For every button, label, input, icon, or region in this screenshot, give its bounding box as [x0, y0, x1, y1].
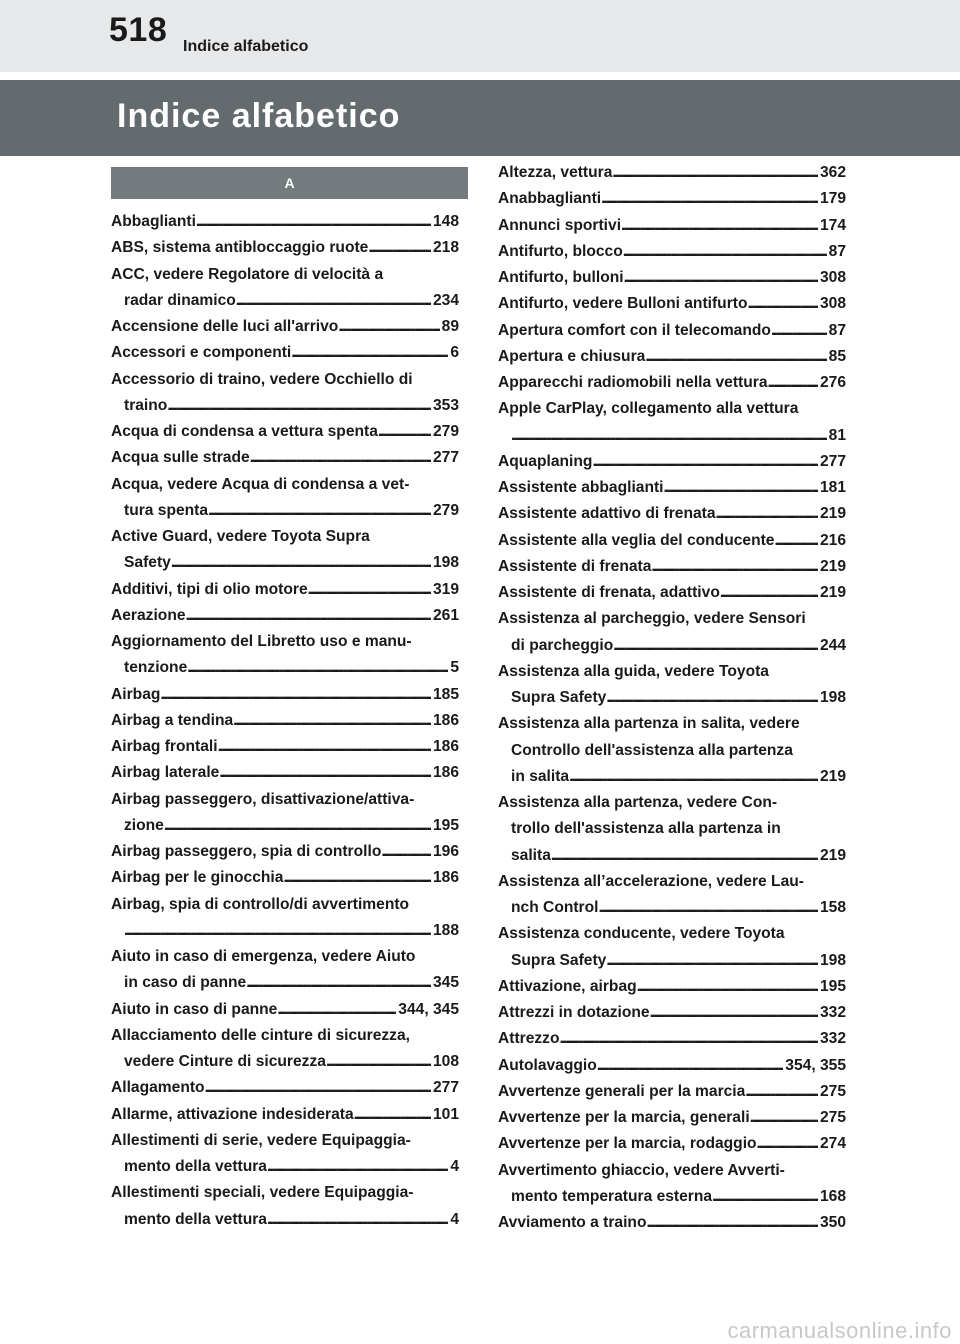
dot-leader: [646, 1210, 818, 1236]
index-entry: [111, 314, 459, 340]
index-entry-page: 101: [432, 1105, 459, 1123]
index-entry-page: 244: [819, 636, 846, 654]
index-entry: [111, 419, 459, 445]
index-entry-text: Airbag per le ginocchia: [111, 869, 284, 887]
index-entry-text: Allagamento: [111, 1079, 205, 1097]
index-entry-text: Avvertenze generali per la marcia: [498, 1082, 746, 1100]
dot-leader: [637, 974, 818, 1000]
index-entry-page: 158: [819, 899, 846, 916]
index-entry-text: ABS, sistema antibloccaggio ruote: [111, 239, 369, 257]
index-entry: Assistenza all’accelerazione, vedere Lau-: [498, 872, 804, 890]
index-entry-text: Additivi, tipi di olio motore: [111, 580, 308, 598]
page-title: Indice alfabetico: [117, 97, 401, 135]
chapter-banner: [0, 80, 960, 156]
dot-leader: [205, 1075, 431, 1101]
index-entry: [498, 475, 846, 501]
index-entry-page: 186: [432, 738, 459, 755]
watermark: carmanualsonline.info: [727, 1318, 952, 1343]
index-entry-text: di parcheggio: [511, 636, 614, 654]
index-entry-page: 87: [828, 321, 846, 339]
index-entry-page: 219: [819, 505, 846, 523]
index-entry-text: Avvertenze per la marcia, generali: [498, 1109, 750, 1126]
index-entry-text: Assistente di frenata: [498, 557, 652, 575]
dot-leader: [650, 1000, 818, 1026]
dot-leader: [171, 550, 431, 576]
index-entry: [498, 974, 846, 1000]
index-entry-text: tenzione: [124, 659, 188, 677]
index-entry-page: 198: [819, 689, 846, 706]
index-entry-page: 174: [819, 216, 846, 234]
index-entry-page: 186: [432, 764, 459, 782]
index-entry: [111, 655, 459, 681]
index-entry: [111, 682, 459, 708]
index-entry: Apple CarPlay, collegamento alla vettura: [498, 400, 799, 418]
index-entry: [498, 580, 846, 606]
index-entry-text: Attrezzo: [498, 1030, 560, 1048]
index-entry-text: in caso di panne: [124, 974, 247, 992]
index-entry-text: Antifurto, blocco: [498, 242, 623, 260]
index-entry-page: 276: [819, 374, 846, 391]
index-entry: [498, 265, 846, 291]
index-entry: Accessorio di traino, vedere Occhiello di: [111, 370, 413, 388]
index-entry-text: Anabbaglianti: [498, 190, 602, 208]
index-entry-page: 185: [432, 685, 459, 703]
dot-leader: [623, 239, 827, 265]
index-entry: [111, 340, 459, 366]
index-entry-text: Airbag passeggero, spia di controllo: [111, 843, 382, 860]
index-entry-page: 350: [819, 1214, 846, 1231]
index-entry-text: Assistente abbaglianti: [498, 479, 664, 496]
dot-leader: [612, 160, 818, 186]
index-entry: [111, 997, 459, 1023]
index-entry: [111, 918, 459, 944]
index-entry: [498, 554, 846, 580]
dot-leader: [208, 498, 431, 524]
dot-leader: [599, 895, 818, 921]
dot-leader: [771, 318, 827, 344]
index-entry-text: Airbag frontali: [111, 738, 218, 755]
index-entry-text: Antifurto, vedere Bulloni antifurto: [498, 295, 748, 313]
index-entry-text: Allarme, attivazione indesiderata: [111, 1105, 354, 1123]
dot-leader: [720, 580, 818, 606]
dot-leader: [250, 445, 431, 471]
index-entry: Aggiornamento del Libretto uso e manu-: [111, 633, 412, 650]
index-entry-text: Assistente adattivo di frenata: [498, 505, 716, 523]
dot-leader: [218, 734, 431, 760]
dot-leader: [167, 393, 431, 419]
index-entry: [111, 603, 459, 629]
dot-leader: [748, 291, 818, 317]
index-entry-text: Aiuto in caso di panne: [111, 1000, 278, 1018]
index-entry-page: 353: [432, 396, 459, 414]
index-entry-page: 275: [819, 1109, 846, 1126]
index-entry: [111, 209, 459, 235]
index-entry: [498, 1000, 846, 1026]
index-entry: [111, 577, 459, 603]
dot-leader: [624, 265, 818, 291]
index-entry: [498, 633, 846, 659]
dot-leader: [757, 1131, 818, 1157]
dot-leader: [621, 213, 818, 239]
index-entry-page: 198: [432, 554, 459, 572]
index-entry-page: 332: [819, 1030, 846, 1048]
index-entry-page: 81: [828, 426, 846, 444]
dot-leader: [196, 209, 431, 235]
index-entry: [111, 1102, 459, 1128]
dot-leader: [233, 708, 431, 734]
index-entry-page: 89: [441, 318, 459, 335]
dot-leader: [326, 1049, 431, 1075]
dot-leader: [606, 685, 818, 711]
dot-leader: [291, 340, 448, 366]
section-letter: A: [284, 175, 295, 191]
dot-leader: [368, 235, 431, 261]
index-entry-page: 4: [450, 1158, 459, 1175]
dot-leader: [750, 1105, 818, 1131]
index-entry-text: Aerazione: [111, 606, 186, 624]
index-entry-text: Airbag a tendina: [111, 711, 234, 729]
index-entry-text: in salita: [511, 767, 570, 785]
index-entry: [498, 948, 846, 974]
index-entry: [111, 1075, 459, 1101]
dot-leader: [606, 948, 818, 974]
dot-leader: [716, 501, 818, 527]
index-entry-page: 261: [432, 606, 459, 624]
dot-leader: [560, 1026, 818, 1052]
index-entry-text: Autolavaggio: [498, 1056, 597, 1074]
index-entry-text: vedere Cinture di sicurezza: [124, 1053, 326, 1070]
index-entry: [111, 734, 459, 760]
index-entry: [498, 1184, 846, 1210]
index-entry: [498, 423, 846, 449]
index-entry-text: traino: [124, 396, 168, 414]
index-entry-text: Apparecchi radiomobili nella vettura: [498, 374, 768, 391]
index-entry-text: Avviamento a traino: [498, 1214, 647, 1231]
index-entry-page: 195: [819, 977, 846, 995]
index-entry: Avvertimento ghiaccio, vedere Avverti-: [498, 1161, 785, 1179]
index-entry: Assistenza alla partenza, vedere Con-: [498, 794, 778, 811]
dot-leader: [283, 865, 431, 891]
index-entry-page: 234: [432, 291, 459, 309]
index-entry: [111, 839, 459, 865]
index-entry: [111, 393, 459, 419]
index-entry-text: mento della vettura: [124, 1210, 267, 1228]
index-entry-text: Altezza, vettura: [498, 164, 613, 181]
index-entry-text: Apertura comfort con il telecomando: [498, 321, 771, 339]
index-entry-page: 277: [432, 449, 459, 467]
index-entry: [498, 239, 846, 265]
index-entry-page: 345: [432, 974, 459, 992]
index-entry-text: Acqua sulle strade: [111, 449, 250, 467]
index-entry-text: Antifurto, bulloni: [498, 269, 624, 286]
dot-leader: [597, 1053, 784, 1079]
index-entry-page: 219: [819, 557, 846, 575]
index-entry-text: salita: [511, 846, 551, 864]
index-entry: [111, 1154, 459, 1180]
index-entry-text: Safety: [124, 554, 171, 572]
index-entry-page: 277: [819, 452, 846, 470]
index-entry: Allacciamento delle cinture di sicurezza,: [111, 1026, 410, 1044]
index-entry-text: Airbag: [111, 685, 161, 703]
index-entry: [111, 708, 459, 734]
index-entry: Assistenza al parcheggio, vedere Sensori: [498, 610, 806, 628]
index-entry: [111, 235, 459, 261]
index-entry: Acqua, vedere Acqua di condensa a vet-: [111, 475, 410, 493]
index-entry: [498, 895, 846, 921]
index-entry-page: 196: [432, 843, 459, 860]
index-entry: Active Guard, vedere Toyota Supra: [111, 528, 370, 545]
index-entry: Allestimenti di serie, vedere Equipaggia-: [111, 1131, 411, 1149]
index-entry: [498, 213, 846, 239]
index-entry: [498, 1053, 846, 1079]
index-entry: [498, 1079, 846, 1105]
index-entry-page: 308: [819, 269, 846, 286]
index-entry-text: mento temperatura esterna: [511, 1187, 713, 1205]
index-entry-page: 188: [432, 921, 459, 939]
page-number: 518: [109, 11, 168, 49]
index-entry: Controllo dell'assistenza alla partenza: [511, 741, 793, 759]
index-entry-text: Acqua di condensa a vettura spenta: [111, 423, 378, 440]
index-entry-text: Assistente di frenata, adattivo: [498, 584, 720, 601]
dot-leader: [187, 655, 448, 681]
index-entry: [498, 501, 846, 527]
index-entry: [498, 685, 846, 711]
index-entry: [111, 550, 459, 576]
index-entry-page: 5: [450, 659, 459, 677]
index-entry-text: Avvertenze per la marcia, rodaggio: [498, 1135, 757, 1153]
index-entry-text: Supra Safety: [511, 689, 607, 706]
dot-leader: [381, 839, 431, 865]
index-entry-page: 362: [819, 164, 846, 181]
index-entry: Allestimenti speciali, vedere Equipaggia-: [111, 1184, 414, 1202]
index-entry: [111, 498, 459, 524]
index-entry-page: 275: [819, 1082, 846, 1100]
index-entry-text: Aquaplaning: [498, 452, 593, 470]
index-entry-text: Annunci sportivi: [498, 216, 622, 234]
index-entry-page: 85: [828, 347, 846, 365]
index-entry: [498, 318, 846, 344]
index-entry: [498, 528, 846, 554]
dot-leader: [592, 449, 818, 475]
index-entry-text: zione: [124, 816, 164, 834]
index-entry: [111, 445, 459, 471]
index-entry: [498, 1026, 846, 1052]
index-entry: [498, 344, 846, 370]
index-entry-page: 332: [819, 1004, 846, 1021]
index-entry: [498, 1210, 846, 1236]
index-entry-page: 279: [432, 501, 459, 519]
index-entry-text: Airbag laterale: [111, 764, 220, 782]
index-entry-text: Accessori e componenti: [111, 344, 292, 362]
index-entry-page: 4: [450, 1210, 459, 1228]
index-entry-page: 186: [432, 711, 459, 729]
dot-leader: [745, 1079, 818, 1105]
index-entry-page: 274: [819, 1135, 846, 1153]
index-entry-text: Accensione delle luci all'arrivo: [111, 318, 339, 335]
dot-leader: [378, 419, 431, 445]
index-entry-page: 354, 355: [785, 1056, 846, 1074]
dot-leader: [186, 603, 431, 629]
index-entry: [111, 1207, 459, 1233]
index-entry: [111, 865, 459, 891]
index-entry-text: tura spenta: [124, 501, 209, 519]
dot-leader: [267, 1207, 448, 1233]
index-entry-page: 308: [819, 295, 846, 313]
index-entry-page: 219: [819, 846, 846, 864]
index-entry-page: 279: [432, 423, 459, 440]
index-entry-page: 181: [819, 479, 846, 496]
index-entry: [498, 1131, 846, 1157]
dot-leader: [664, 475, 818, 501]
running-title: Indice alfabetico: [183, 38, 309, 55]
index-entry: [498, 449, 846, 475]
index-entry-page: 319: [432, 580, 459, 598]
index-entry: [498, 160, 846, 186]
section-letter-bar: [111, 167, 468, 199]
dot-leader: [774, 528, 818, 554]
dot-leader: [511, 423, 827, 449]
dot-leader: [613, 633, 818, 659]
index-entry-text: Assistente alla veglia del conducente: [498, 531, 775, 549]
index-entry-page: 219: [819, 767, 846, 785]
index-entry-text: Supra Safety: [511, 951, 607, 969]
index-entry-page: 108: [432, 1053, 459, 1070]
index-entry: Airbag, spia di controllo/di avvertimento: [111, 895, 410, 913]
index-entry: [498, 291, 846, 317]
dot-leader: [645, 344, 826, 370]
dot-leader: [768, 370, 818, 396]
index-column-right: [498, 160, 846, 1236]
index-entry-page: 344, 345: [398, 1000, 459, 1018]
dot-leader: [164, 813, 431, 839]
index-entry-text: Attrezzi in dotazione: [498, 1004, 650, 1021]
index-entry-page: 179: [819, 190, 846, 208]
index-entry-page: 219: [819, 584, 846, 601]
index-entry-text: nch Control: [511, 899, 599, 916]
index-entry: [498, 1105, 846, 1131]
index-entry-page: 198: [819, 951, 846, 969]
index-entry: Airbag passeggero, disattivazione/attiva-: [111, 790, 415, 808]
index-entry-page: 195: [432, 816, 459, 834]
index-column-left: [111, 209, 459, 1233]
dot-leader: [308, 577, 431, 603]
index-entry: [111, 1049, 459, 1075]
running-header: [0, 0, 960, 72]
index-entry: [498, 370, 846, 396]
dot-leader: [246, 970, 431, 996]
index-entry: [111, 813, 459, 839]
index-entry: Assistenza alla guida, vedere Toyota: [498, 662, 769, 680]
dot-leader: [219, 760, 431, 786]
dot-leader: [267, 1154, 448, 1180]
dot-leader: [124, 918, 431, 944]
index-entry-page: 148: [432, 213, 459, 230]
index-entry: [498, 186, 846, 212]
index-entry-text: Abbaglianti: [111, 213, 196, 230]
dot-leader: [338, 314, 439, 340]
index-entry-text: radar dinamico: [124, 291, 236, 309]
index-entry-text: mento della vettura: [124, 1158, 267, 1175]
index-entry: [111, 760, 459, 786]
index-entry: ACC, vedere Regolatore di velocità a: [111, 265, 384, 283]
dot-leader: [277, 997, 396, 1023]
dot-leader: [236, 288, 431, 314]
index-entry-page: 277: [432, 1079, 459, 1097]
index-entry-page: 168: [819, 1187, 846, 1205]
index-entry-page: 6: [450, 344, 459, 362]
index-entry: Assistenza conducente, vedere Toyota: [498, 925, 785, 943]
dot-leader: [651, 554, 818, 580]
dot-leader: [551, 843, 818, 869]
index-entry: trollo dell'assistenza alla partenza in: [511, 820, 781, 838]
index-entry: [111, 288, 459, 314]
index-entry-page: 186: [432, 869, 459, 887]
dot-leader: [601, 186, 818, 212]
index-entry-text: Apertura e chiusura: [498, 347, 646, 365]
index-entry: Assistenza alla partenza in salita, vedere: [498, 715, 800, 733]
index-entry: [498, 843, 846, 869]
index-entry-page: 218: [432, 239, 459, 257]
index-entry: [498, 764, 846, 790]
index-entry: Aiuto in caso di emergenza, vedere Aiuto: [111, 948, 416, 965]
index-entry-text: Attivazione, airbag: [498, 977, 637, 995]
dot-leader: [160, 682, 431, 708]
index-entry: [111, 970, 459, 996]
dot-leader: [712, 1184, 818, 1210]
index-entry-page: 87: [828, 242, 846, 260]
dot-leader: [354, 1102, 431, 1128]
dot-leader: [569, 764, 818, 790]
index-entry-page: 216: [819, 531, 846, 549]
